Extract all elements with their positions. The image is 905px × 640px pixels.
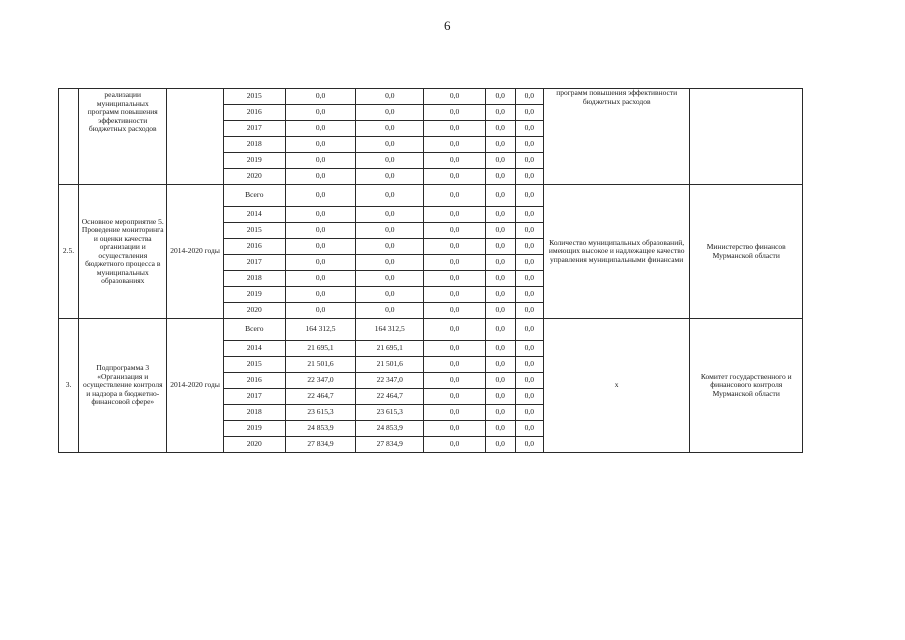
year-cell: 2015 [223, 89, 285, 105]
table-row [59, 319, 803, 341]
value-cell: 0,0 [515, 207, 543, 223]
value-cell: 0,0 [515, 105, 543, 121]
value-cell: 0,0 [356, 255, 424, 271]
year-cell: 2017 [223, 389, 285, 405]
section-name: Подпрограмма 3 «Организация и осуществление контроля и надзора в бюджетно-финансовой сфере» [79, 319, 167, 453]
section-name: реализации муниципальных программ повышения эффективности бюджетных расходов [79, 89, 167, 185]
value-cell: 0,0 [515, 89, 543, 105]
value-cell: 0,0 [424, 185, 485, 207]
value-cell: 0,0 [424, 255, 485, 271]
year-cell: 2016 [223, 373, 285, 389]
value-cell: 0,0 [485, 405, 515, 421]
value-cell: 0,0 [515, 319, 543, 341]
value-cell: 0,0 [356, 153, 424, 169]
executor-cell: Комитет государственного и финансового контроля Мурманской области [690, 319, 803, 453]
value-cell: 23 615,3 [356, 405, 424, 421]
value-cell: 0,0 [515, 341, 543, 357]
value-cell: 0,0 [424, 105, 485, 121]
year-cell: 2020 [223, 169, 285, 185]
value-cell: 0,0 [424, 169, 485, 185]
value-cell: 22 347,0 [356, 373, 424, 389]
value-cell: 0,0 [424, 223, 485, 239]
value-cell: 0,0 [515, 437, 543, 453]
value-cell: 0,0 [424, 287, 485, 303]
value-cell: 24 853,9 [285, 421, 355, 437]
value-cell: 0,0 [485, 319, 515, 341]
value-cell: 23 615,3 [285, 405, 355, 421]
table-body [59, 89, 803, 453]
year-cell: 2018 [223, 137, 285, 153]
value-cell: 0,0 [356, 185, 424, 207]
year-cell: 2016 [223, 105, 285, 121]
value-cell: 0,0 [424, 271, 485, 287]
value-cell: 0,0 [485, 341, 515, 357]
value-cell: 0,0 [485, 271, 515, 287]
value-cell: 0,0 [424, 153, 485, 169]
value-cell: 22 464,7 [285, 389, 355, 405]
value-cell: 0,0 [515, 271, 543, 287]
section-number: 2.5. [59, 185, 79, 319]
value-cell: 0,0 [515, 223, 543, 239]
value-cell: 24 853,9 [356, 421, 424, 437]
value-cell: 21 695,1 [285, 341, 355, 357]
value-cell: 0,0 [356, 137, 424, 153]
budget-table [58, 88, 803, 453]
table-row [59, 185, 803, 207]
value-cell: 21 501,6 [285, 357, 355, 373]
value-cell: 0,0 [485, 105, 515, 121]
value-cell: 0,0 [515, 287, 543, 303]
value-cell: 0,0 [515, 421, 543, 437]
value-cell: 0,0 [485, 185, 515, 207]
indicator-cell: Количество муниципальных образований, имеющих высокое и надлежащее качество управления муниципальными финансами [543, 185, 690, 319]
year-cell: 2016 [223, 239, 285, 255]
value-cell: 0,0 [356, 89, 424, 105]
page-number: 6 [444, 18, 451, 33]
value-cell: 0,0 [424, 437, 485, 453]
year-cell: 2019 [223, 287, 285, 303]
value-cell: 0,0 [485, 357, 515, 373]
indicator-cell: х [543, 319, 690, 453]
value-cell: 0,0 [356, 239, 424, 255]
section-number: 3. [59, 319, 79, 453]
value-cell: 21 501,6 [356, 357, 424, 373]
value-cell: 0,0 [285, 169, 355, 185]
year-cell: 2015 [223, 357, 285, 373]
year-cell: Всего [223, 185, 285, 207]
value-cell: 0,0 [515, 357, 543, 373]
section-number [59, 89, 79, 185]
value-cell: 0,0 [515, 389, 543, 405]
table-row [59, 89, 803, 105]
year-cell: 2020 [223, 437, 285, 453]
year-cell: 2014 [223, 207, 285, 223]
value-cell: 0,0 [356, 223, 424, 239]
value-cell: 0,0 [424, 207, 485, 223]
value-cell: 0,0 [424, 239, 485, 255]
value-cell: 0,0 [424, 341, 485, 357]
value-cell: 0,0 [285, 105, 355, 121]
year-cell: 2017 [223, 255, 285, 271]
value-cell: 0,0 [485, 239, 515, 255]
year-cell: 2019 [223, 153, 285, 169]
value-cell: 0,0 [424, 137, 485, 153]
year-cell: 2018 [223, 405, 285, 421]
value-cell: 0,0 [424, 373, 485, 389]
value-cell: 21 695,1 [356, 341, 424, 357]
value-cell: 0,0 [285, 153, 355, 169]
value-cell: 0,0 [356, 271, 424, 287]
value-cell: 0,0 [285, 137, 355, 153]
value-cell: 0,0 [285, 185, 355, 207]
year-cell: 2019 [223, 421, 285, 437]
value-cell: 0,0 [285, 89, 355, 105]
value-cell: 0,0 [285, 303, 355, 319]
year-cell: 2014 [223, 341, 285, 357]
value-cell: 0,0 [515, 169, 543, 185]
value-cell: 0,0 [485, 89, 515, 105]
section-period: 2014-2020 годы [167, 185, 223, 319]
value-cell: 0,0 [485, 223, 515, 239]
value-cell: 0,0 [356, 169, 424, 185]
value-cell: 0,0 [424, 357, 485, 373]
value-cell: 0,0 [424, 389, 485, 405]
value-cell: 0,0 [485, 303, 515, 319]
value-cell: 0,0 [515, 303, 543, 319]
value-cell: 0,0 [424, 121, 485, 137]
value-cell: 0,0 [515, 255, 543, 271]
section-period: 2014-2020 годы [167, 319, 223, 453]
executor-cell [690, 89, 803, 185]
year-cell: 2020 [223, 303, 285, 319]
value-cell: 0,0 [285, 255, 355, 271]
value-cell: 0,0 [356, 121, 424, 137]
year-cell: 2018 [223, 271, 285, 287]
value-cell: 0,0 [285, 207, 355, 223]
value-cell: 0,0 [485, 255, 515, 271]
value-cell: 0,0 [424, 405, 485, 421]
value-cell: 22 464,7 [356, 389, 424, 405]
value-cell: 0,0 [485, 153, 515, 169]
value-cell: 0,0 [485, 421, 515, 437]
value-cell: 0,0 [285, 271, 355, 287]
value-cell: 0,0 [515, 185, 543, 207]
value-cell: 0,0 [356, 303, 424, 319]
value-cell: 0,0 [485, 389, 515, 405]
value-cell: 164 312,5 [285, 319, 355, 341]
value-cell: 0,0 [285, 223, 355, 239]
value-cell: 27 834,9 [356, 437, 424, 453]
value-cell: 0,0 [485, 373, 515, 389]
year-cell: 2015 [223, 223, 285, 239]
value-cell: 0,0 [515, 239, 543, 255]
value-cell: 0,0 [356, 105, 424, 121]
value-cell: 27 834,9 [285, 437, 355, 453]
section-period [167, 89, 223, 185]
value-cell: 0,0 [356, 207, 424, 223]
executor-cell: Министерство финансов Мурманской области [690, 185, 803, 319]
value-cell: 0,0 [485, 169, 515, 185]
value-cell: 0,0 [285, 287, 355, 303]
value-cell: 0,0 [485, 137, 515, 153]
value-cell: 0,0 [285, 121, 355, 137]
value-cell: 0,0 [515, 121, 543, 137]
value-cell: 0,0 [424, 421, 485, 437]
value-cell: 0,0 [515, 405, 543, 421]
value-cell: 22 347,0 [285, 373, 355, 389]
year-cell: Всего [223, 319, 285, 341]
value-cell: 0,0 [515, 373, 543, 389]
year-cell: 2017 [223, 121, 285, 137]
value-cell: 0,0 [485, 437, 515, 453]
value-cell: 0,0 [485, 121, 515, 137]
value-cell: 0,0 [424, 319, 485, 341]
value-cell: 0,0 [424, 89, 485, 105]
value-cell: 0,0 [424, 303, 485, 319]
value-cell: 0,0 [285, 239, 355, 255]
value-cell: 164 312,5 [356, 319, 424, 341]
value-cell: 0,0 [356, 287, 424, 303]
value-cell: 0,0 [515, 137, 543, 153]
indicator-cell: программ повышения эффективности бюджетных расходов [543, 89, 690, 185]
section-name: Основное мероприятие 5. Проведение мониторинга и оценки качества организации и осуществления бюджетного процесса в муниципальных образованиях [79, 185, 167, 319]
value-cell: 0,0 [515, 153, 543, 169]
value-cell: 0,0 [485, 207, 515, 223]
value-cell: 0,0 [485, 287, 515, 303]
